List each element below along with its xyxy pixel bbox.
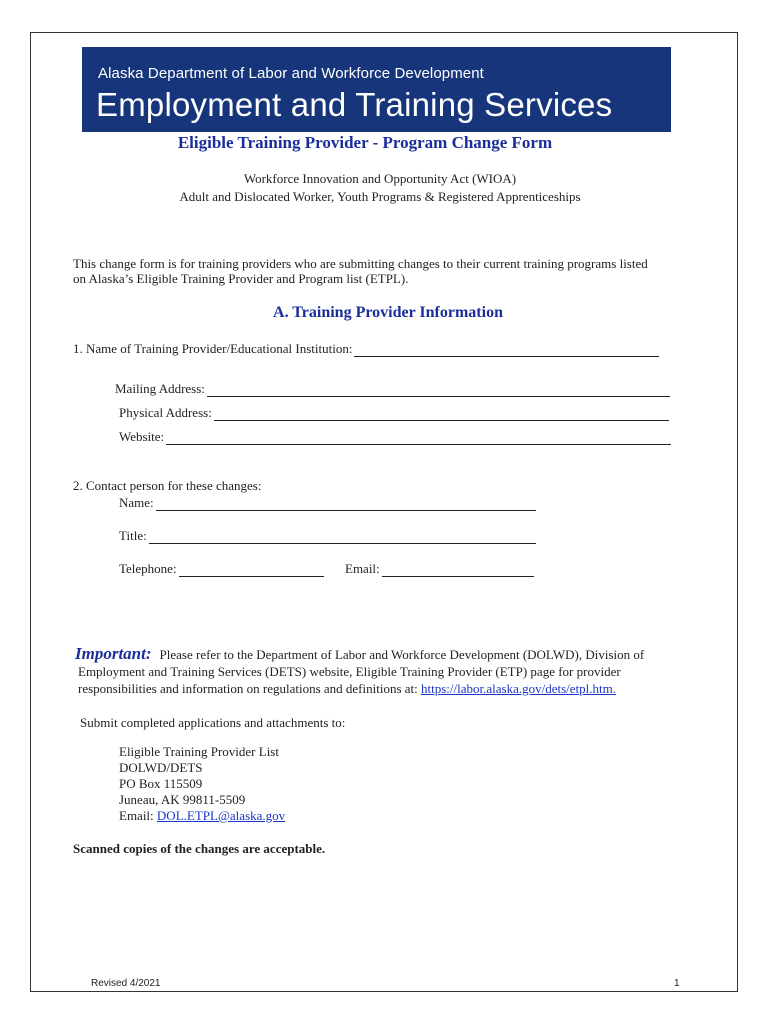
form-subtitle-act: Workforce Innovation and Opportunity Act (WIOA) <box>243 171 517 186</box>
form-subtitle-programs: Adult and Dislocated Worker, Youth Programs & Registered Apprenticeships <box>179 189 581 204</box>
address-line-3: PO Box 115509 <box>119 776 203 791</box>
contact-email-field[interactable] <box>345 559 534 577</box>
mailing-address-field[interactable] <box>115 379 670 397</box>
section-a-title: A. Training Provider Information <box>273 304 503 321</box>
provider-name-label: 1. Name of Training Provider/Educational Institution: <box>73 341 353 356</box>
contact-telephone-input[interactable] <box>179 563 324 577</box>
address-line-1: Eligible Training Provider List <box>119 744 279 759</box>
important-line-3 <box>78 680 616 697</box>
mailing-address-label: Mailing Address: <box>115 381 205 396</box>
provider-name-field[interactable] <box>73 339 659 357</box>
important-text-1: Please refer to the Department of Labor and Workforce Development (DOLWD), Division of <box>159 647 645 662</box>
intro-line-1: This change form is for training providers who are submitting changes to their current training programs listed <box>73 256 648 271</box>
contact-title-label: Title: <box>119 528 147 543</box>
contact-name-input[interactable] <box>156 497 536 511</box>
contact-title-field[interactable] <box>119 526 536 544</box>
physical-address-field[interactable] <box>119 403 669 421</box>
important-text-3: responsibilities and information on regulations and definitions at: <box>78 681 418 696</box>
website-field[interactable] <box>119 427 671 445</box>
provider-name-input[interactable] <box>354 343 659 357</box>
contact-name-field[interactable] <box>119 493 536 511</box>
contact-person-label: 2. Contact person for these changes: <box>73 478 262 493</box>
website-label: Website: <box>119 429 165 444</box>
submit-email-line <box>119 807 285 824</box>
page-number: 1 <box>674 978 680 989</box>
agency-banner <box>82 47 671 132</box>
contact-email-label: Email: <box>345 561 380 576</box>
physical-address-input[interactable] <box>214 407 669 421</box>
important-heading: Important: <box>75 644 152 663</box>
address-line-2: DOLWD/DETS <box>119 760 203 775</box>
contact-telephone-field[interactable] <box>119 559 324 577</box>
contact-telephone-label: Telephone: <box>119 561 177 576</box>
contact-name-label: Name: <box>119 495 154 510</box>
submit-email-link[interactable]: DOL.ETPL@alaska.gov <box>156 808 286 823</box>
banner-title: Employment and Training Services <box>96 86 613 123</box>
banner-subtitle: Alaska Department of Labor and Workforce Development <box>98 65 484 82</box>
revised-date: Revised 4/2021 <box>91 978 161 989</box>
important-line-1 <box>75 645 644 663</box>
submit-intro: Submit completed applications and attachments to: <box>80 715 346 730</box>
important-line-2: Employment and Training Services (DETS) website, Eligible Training Provider (ETP) page for provider <box>78 664 621 679</box>
contact-email-input[interactable] <box>382 563 534 577</box>
intro-line-2: on Alaska’s Eligible Training Provider and Program list (ETPL). <box>73 271 409 286</box>
mailing-address-input[interactable] <box>207 383 670 397</box>
submit-email-label: Email: <box>119 808 154 823</box>
etpl-website-link[interactable]: https://labor.alaska.gov/dets/etpl.htm. <box>421 681 616 696</box>
physical-address-label: Physical Address: <box>119 405 212 420</box>
form-title: Eligible Training Provider - Program Change Form <box>177 133 553 152</box>
contact-title-input[interactable] <box>149 530 536 544</box>
scanned-copies-note: Scanned copies of the changes are acceptable. <box>73 841 326 856</box>
address-line-4: Juneau, AK 99811-5509 <box>119 792 246 807</box>
website-input[interactable] <box>166 431 671 445</box>
